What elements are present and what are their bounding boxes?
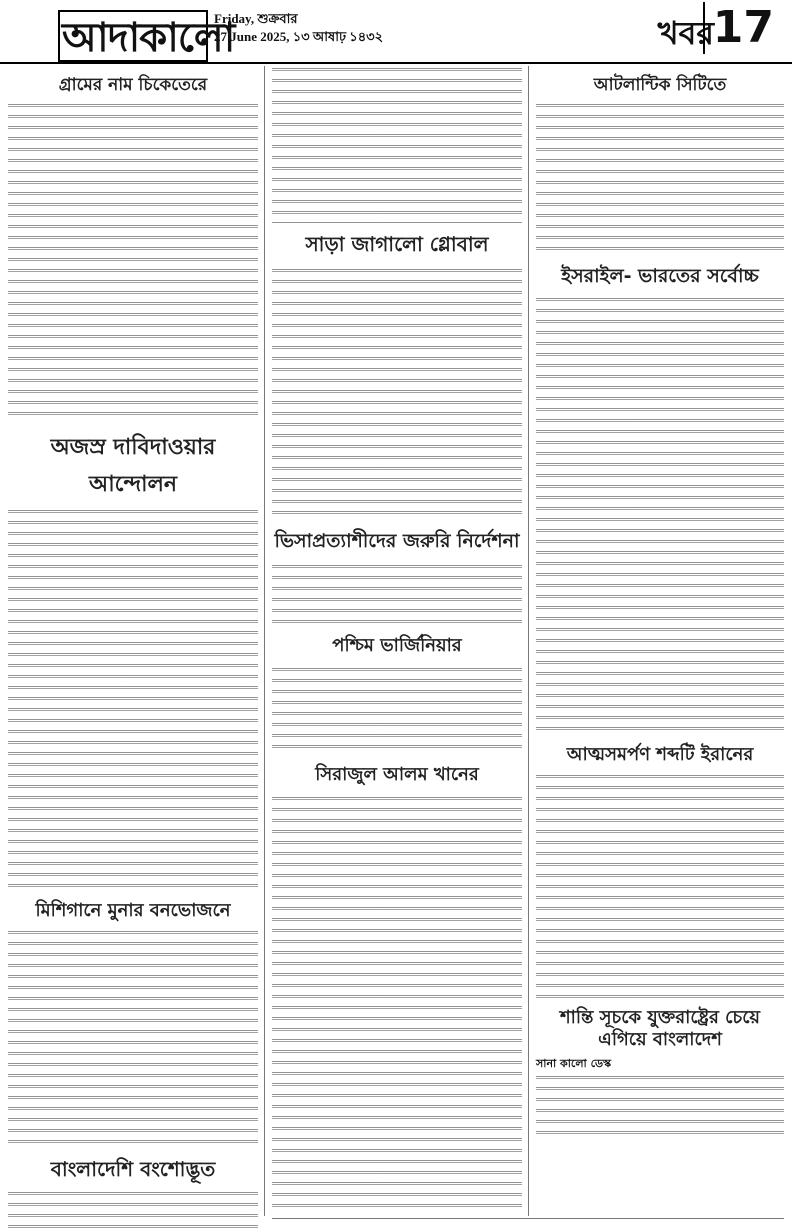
bottom-rule [272, 1218, 784, 1219]
article-body [272, 797, 522, 1209]
article-body [272, 668, 522, 754]
article-headline: সিরাজুল আলম খানের [315, 764, 479, 785]
article-headline: সাড়া জাগালো গ্লোবাল [305, 232, 489, 256]
section-title: খবর [657, 14, 714, 52]
article-headline: মিশিগানে মুনার বনভোজনে [35, 900, 231, 921]
article-headline: ভিসাপ্রত্যাশীদের জরুরি নির্দেশনা [274, 530, 520, 552]
article-headline: অজস্র দাবিদাওয়ার আন্দোলন [50, 435, 216, 497]
date-line [214, 10, 383, 46]
article-body [8, 1192, 258, 1232]
column-divider [528, 66, 529, 1216]
article-body [536, 775, 784, 999]
day-label: Friday, শুক্রবার [214, 11, 298, 26]
column-divider [264, 66, 265, 1216]
article-body [536, 104, 784, 254]
right-column [536, 66, 784, 1134]
article-body [272, 269, 522, 521]
date-label: 27 June 2025, ১৩ আষাঢ় ১৪৩২ [214, 29, 384, 44]
newspaper-logo: আদাকালো [62, 14, 235, 61]
middle-column [272, 66, 522, 1209]
masthead [0, 0, 792, 64]
article-headline: গ্রামের নাম চিকেতেরে [58, 75, 208, 95]
article-headline: পশ্চিম ভার্জিনিয়ার [332, 635, 462, 656]
article-body [536, 1076, 784, 1134]
article-headline: বাংলাদেশি বংশোদ্ভূত [50, 1157, 216, 1181]
left-column [8, 66, 258, 1232]
page-number: 17 [703, 2, 774, 54]
article-headline: শান্তি সূচকে যুক্তরাষ্ট্রের চেয়ে এগিয়ে বাংলাদেশ [559, 1007, 761, 1050]
article-body [8, 510, 258, 888]
article-headline: আটলান্টিক সিটিতে [593, 75, 727, 95]
article-byline: সানা কালো ডেস্ক [536, 1057, 612, 1070]
article-body [8, 104, 258, 420]
article-body [272, 565, 522, 625]
article-headline: আত্মসমর্পণ শব্দটি ইরানের [566, 744, 754, 765]
article-body [536, 298, 784, 732]
article-body [272, 68, 522, 224]
article-body [8, 931, 258, 1147]
article-headline: ইসরাইল- ভারতের সর্বোচ্চ [561, 265, 759, 287]
